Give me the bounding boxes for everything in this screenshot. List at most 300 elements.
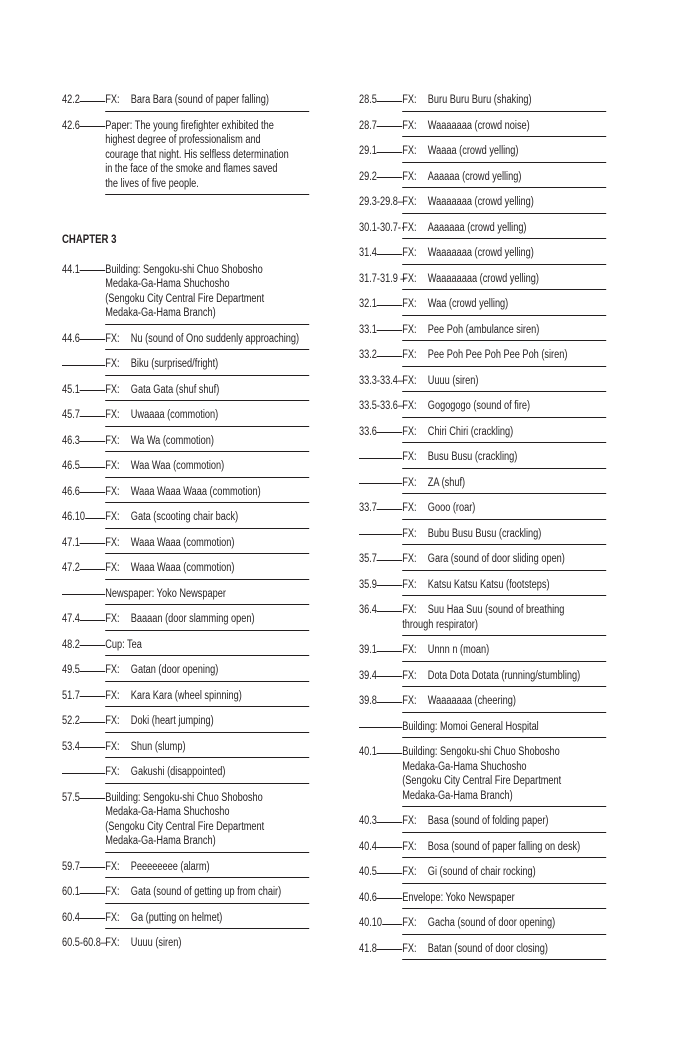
entry-text	[131, 612, 309, 627]
entry-text	[428, 814, 606, 829]
entry-label: FX:	[402, 866, 417, 878]
entry-number-text: 46.6	[62, 485, 80, 498]
entry-text	[428, 93, 606, 108]
entry-number-text: 32.1	[359, 298, 377, 310]
leader-line	[377, 822, 402, 823]
entry-body	[105, 911, 309, 930]
entry-text	[131, 434, 309, 449]
entry-label: FX:	[105, 715, 120, 727]
entry-number-text: 44.1	[62, 263, 80, 276]
entry-number	[62, 860, 105, 879]
leader-line	[80, 696, 105, 697]
entry-line: Newspaper: Yoko Newspaper	[105, 587, 226, 600]
entry-line: Waaaaaaa (crowd yelling)	[427, 196, 534, 208]
entry-text	[428, 170, 606, 185]
entry-body	[402, 669, 606, 688]
entry-body	[402, 323, 606, 342]
note-entry	[62, 911, 309, 930]
entry-body	[105, 860, 309, 879]
entry-body	[402, 527, 606, 546]
entry-body	[402, 246, 606, 265]
entry-body	[105, 791, 309, 853]
entry-body	[402, 425, 606, 444]
leader-line	[80, 441, 105, 442]
leader-line	[359, 727, 402, 728]
entry-number-text: 33.1	[359, 323, 377, 336]
entry-text	[105, 638, 309, 653]
entry-number	[62, 536, 105, 555]
entry-body	[105, 383, 309, 402]
entry-text	[131, 885, 309, 900]
entry-body	[402, 745, 606, 807]
entry-line: Doki (heart jumping)	[130, 715, 214, 727]
entry-text	[428, 916, 606, 931]
entry-number	[62, 263, 105, 325]
entry-body	[402, 374, 606, 393]
entry-line: Gakushi (disappointed)	[130, 766, 226, 778]
entry-number	[359, 297, 402, 316]
note-entry	[62, 638, 309, 657]
entry-label: FX:	[402, 578, 417, 591]
note-entry	[62, 714, 309, 733]
note-entry	[62, 408, 309, 427]
entry-text	[428, 865, 606, 880]
entry-number	[62, 408, 105, 427]
note-entry	[359, 694, 606, 713]
entry-number-text: 40.6	[359, 891, 377, 904]
note-entry	[62, 485, 309, 504]
entry-body	[105, 459, 309, 478]
note-entry	[62, 510, 309, 529]
entry-number-text: 28.7	[359, 119, 377, 132]
entry-line: courage that night. His selfless determination	[105, 148, 289, 161]
entry-number	[359, 246, 402, 265]
note-entry	[359, 399, 606, 418]
entry-number-text: 33.3-33.4–	[359, 374, 403, 387]
entry-number	[62, 485, 105, 504]
entry-label: FX:	[402, 400, 417, 412]
entry-number	[62, 587, 105, 606]
entry-label: FX:	[402, 272, 417, 285]
entry-label: FX:	[402, 425, 417, 438]
leader-line	[80, 722, 105, 723]
entry-line: Unnn n (moan)	[427, 644, 490, 656]
entry-line: Waaa Waaa Waaa (commotion)	[130, 485, 261, 498]
entry-body	[402, 865, 606, 884]
entry-body	[402, 501, 606, 520]
note-entry	[359, 170, 606, 189]
entry-number-text: 40.3	[359, 815, 377, 827]
entry-number	[62, 383, 105, 402]
entry-number	[359, 374, 402, 393]
entry-number-text: 40.10	[359, 917, 383, 929]
note-entry	[62, 587, 309, 606]
entry-text	[428, 527, 606, 542]
entry-number	[359, 814, 402, 833]
entry-line: Baaaan (door slamming open)	[130, 613, 255, 625]
entry-number-text: 41.8	[359, 942, 377, 955]
note-entry	[359, 93, 606, 112]
entry-label: FX:	[402, 196, 417, 208]
leader-line	[80, 798, 105, 799]
entry-line: Medaka-Ga-Hama Shuchosho	[402, 760, 527, 773]
leader-line	[80, 893, 105, 894]
entry-line: Aaaaaa (crowd yelling)	[427, 170, 522, 183]
entry-body	[105, 510, 309, 529]
entry-label: FX:	[105, 485, 120, 498]
note-entry	[359, 374, 606, 393]
entry-number-text: 48.2	[62, 638, 80, 651]
note-entry	[62, 93, 309, 112]
entry-number	[62, 638, 105, 657]
entry-label: FX:	[105, 536, 120, 549]
entry-body	[402, 643, 606, 662]
entry-body	[402, 93, 606, 112]
entry-text	[402, 745, 606, 803]
entry-line: ZA (shuf)	[427, 476, 466, 489]
entry-number	[359, 552, 402, 571]
entry-body	[402, 891, 606, 910]
entry-text	[131, 663, 309, 678]
leader-line	[359, 483, 402, 484]
leader-line	[377, 847, 402, 848]
note-entry	[359, 643, 606, 662]
entry-line: Bara Bara (sound of paper falling)	[130, 94, 269, 106]
note-entry	[359, 195, 606, 214]
entry-body	[402, 195, 606, 214]
entry-number	[359, 144, 402, 163]
note-entry	[359, 297, 606, 316]
entry-number	[359, 399, 402, 418]
entry-body	[402, 399, 606, 418]
leader-line	[80, 416, 105, 417]
entry-text	[131, 689, 309, 704]
entry-text	[105, 263, 309, 321]
entry-label: FX:	[105, 511, 120, 523]
entry-label: FX:	[402, 604, 417, 616]
entry-number	[62, 93, 105, 112]
entry-label: FX:	[105, 886, 120, 898]
entry-text	[428, 119, 606, 134]
entry-number	[359, 272, 406, 291]
note-entry	[359, 720, 606, 739]
entry-number-text: 47.4	[62, 613, 80, 625]
entry-text	[428, 578, 606, 593]
entry-label: FX:	[402, 917, 417, 929]
entry-number-text: 60.5-60.8–	[62, 937, 106, 949]
entry-number-text: 28.5	[359, 94, 377, 106]
note-entry	[62, 765, 309, 784]
leader-line	[62, 365, 105, 366]
entry-number-text: 33.6	[359, 425, 377, 438]
entry-number	[359, 476, 402, 495]
entry-text	[131, 332, 309, 347]
entry-body-wrap	[402, 603, 606, 636]
entry-label: FX:	[402, 349, 417, 361]
entry-number-text: 59.7	[62, 860, 80, 873]
entry-text	[428, 374, 606, 389]
entry-line: Paper: The young firefighter exhibited the	[105, 119, 274, 132]
entry-number	[359, 578, 402, 597]
entry-line: Gata (sound of getting up from chair)	[130, 886, 282, 898]
entry-number	[62, 936, 105, 955]
entry-line: Aaaaaaa (crowd yelling)	[427, 221, 527, 234]
entry-text	[428, 144, 606, 159]
entry-label: FX:	[105, 689, 120, 702]
leader-line	[377, 676, 402, 677]
entry-number-text: 42.2	[62, 94, 80, 106]
entry-number	[62, 911, 105, 930]
entry-text	[428, 552, 606, 567]
entry-number	[359, 669, 402, 688]
entry-label: FX:	[105, 664, 120, 676]
entry-number-text: 35.9	[359, 578, 377, 591]
note-entry	[62, 459, 309, 478]
note-entry	[62, 860, 309, 879]
note-entry	[359, 942, 606, 961]
entry-number	[62, 434, 105, 453]
leader-line	[377, 254, 402, 255]
entry-body	[402, 603, 606, 618]
leader-line	[80, 620, 105, 621]
entry-number-text: 31.4	[359, 247, 377, 259]
note-entry	[62, 663, 309, 682]
entry-line: Shun (slump)	[130, 740, 186, 753]
entry-label: FX:	[105, 409, 120, 421]
entry-body	[105, 263, 309, 325]
entry-text	[131, 93, 309, 108]
note-entry	[62, 536, 309, 555]
entry-label: FX:	[105, 94, 120, 106]
entry-body	[402, 221, 606, 240]
entry-label: FX:	[402, 553, 417, 565]
entry-line: Gacha (sound of door opening)	[427, 917, 556, 929]
note-entry	[359, 891, 606, 910]
note-entry	[62, 689, 309, 708]
entry-text	[428, 694, 606, 709]
entry-body	[105, 119, 309, 196]
entry-line: Waa Waa (commotion)	[130, 460, 225, 472]
entry-number-text: 42.6	[62, 119, 80, 132]
entry-body	[402, 119, 606, 138]
entry-line: Uuuu (siren)	[427, 374, 479, 387]
entry-number	[359, 865, 402, 884]
entry-text	[428, 246, 606, 261]
entry-label: FX:	[105, 740, 120, 753]
entry-text	[428, 348, 606, 363]
entry-text	[131, 765, 309, 780]
entry-number	[359, 840, 402, 859]
entry-number	[62, 510, 105, 529]
entry-line: Uwaaaa (commotion)	[130, 409, 219, 421]
note-entry	[62, 791, 309, 853]
entry-number	[359, 119, 402, 138]
leader-line	[62, 773, 105, 774]
entry-line: Biku (surprised/fright)	[130, 358, 219, 370]
entry-line: Medaka-Ga-Hama Branch)	[402, 789, 513, 802]
entry-line: Pee Poh Pee Poh Pee Poh (siren)	[427, 349, 568, 361]
leader-line	[377, 152, 402, 153]
entry-line: Waaaaaaa (crowd noise)	[427, 119, 530, 132]
entry-number	[359, 720, 402, 739]
entry-body	[402, 170, 606, 189]
entry-line: Katsu Katsu Katsu (footsteps)	[427, 578, 550, 591]
entry-line: Waaaaaaa (crowd yelling)	[427, 247, 534, 259]
leader-line	[377, 101, 402, 102]
entry-number-text: 33.2	[359, 349, 377, 361]
entry-label: FX:	[402, 669, 417, 682]
entry-body	[105, 408, 309, 427]
entry-text	[131, 459, 309, 474]
entry-text	[131, 860, 309, 875]
note-entry	[359, 865, 606, 884]
leader-line	[80, 747, 105, 748]
entry-line: Peeeeeeee (alarm)	[130, 860, 210, 873]
right-column	[359, 93, 606, 967]
leader-line	[80, 867, 105, 868]
entry-number-text: 36.4	[359, 604, 377, 616]
entry-body	[402, 840, 606, 859]
leader-line	[80, 645, 105, 646]
leader-line	[377, 509, 402, 510]
entry-number-text: 31.7-31.9 –	[359, 272, 406, 285]
entry-number	[359, 425, 402, 444]
entry-body	[105, 885, 309, 904]
leader-line	[382, 924, 402, 925]
note-entry	[359, 916, 606, 935]
entry-number	[62, 791, 105, 853]
entry-text	[131, 408, 309, 423]
entry-label: FX:	[402, 476, 417, 489]
entry-line: Buru Buru Buru (shaking)	[427, 94, 532, 106]
leader-line	[80, 467, 105, 468]
entry-label: FX:	[402, 119, 417, 132]
entry-number-text: 33.5-33.6–	[359, 400, 403, 412]
note-entry	[62, 936, 309, 955]
entry-number	[62, 740, 105, 759]
entry-number	[62, 689, 105, 708]
entry-line: Medaka-Ga-Hama Shuchosho	[105, 806, 230, 818]
entry-line: highest degree of professionalism and	[105, 134, 261, 146]
entry-line: in the face of the smoke and flames saved	[105, 163, 278, 175]
entry-number	[62, 714, 105, 733]
leader-line	[80, 918, 105, 919]
entry-line: Basa (sound of folding paper)	[427, 815, 549, 827]
entry-body	[105, 638, 309, 657]
entry-body	[402, 297, 606, 316]
note-entry	[62, 263, 309, 325]
entry-line: Waaa Waaa (commotion)	[130, 562, 235, 574]
note-entry	[62, 885, 309, 904]
note-entry	[359, 272, 606, 291]
leader-line	[80, 126, 105, 127]
leader-line	[377, 356, 402, 357]
leader-line	[377, 702, 402, 703]
entry-text	[428, 425, 606, 440]
note-entry	[359, 476, 606, 495]
entry-label: FX:	[402, 221, 417, 234]
entry-number	[359, 916, 402, 935]
note-entry	[359, 578, 606, 597]
entry-number	[359, 221, 405, 240]
entry-body	[402, 814, 606, 833]
note-entry	[62, 561, 309, 580]
entry-line: Medaka-Ga-Hama Branch)	[105, 835, 216, 847]
leader-line	[85, 518, 105, 519]
entry-label: FX:	[105, 460, 120, 472]
entry-number	[359, 527, 402, 546]
entry-body	[402, 144, 606, 163]
entry-body	[105, 536, 309, 555]
entry-number-text: 35.7	[359, 553, 377, 565]
entry-number-text: 39.8	[359, 695, 377, 707]
note-entry	[359, 501, 606, 520]
note-entry	[62, 332, 309, 351]
entry-line: Gogogogo (sound of fire)	[427, 400, 531, 412]
entry-line: Ga (putting on helmet)	[130, 911, 223, 924]
entry-number-text: 45.1	[62, 383, 80, 396]
entry-line: Building: Sengoku-shi Chuo Shobosho	[402, 746, 560, 758]
note-entry	[359, 669, 606, 688]
leader-line	[80, 390, 105, 391]
note-entry	[359, 425, 606, 444]
entry-number	[62, 357, 105, 376]
entry-number-text: 39.1	[359, 644, 377, 656]
entry-body	[402, 272, 606, 291]
entry-number-text: 29.2	[359, 170, 377, 183]
entry-line: Dota Dota Dotata (running/stumbling)	[427, 669, 581, 682]
entry-label: FX:	[105, 766, 120, 778]
entry-line: Wa Wa (commotion)	[130, 434, 214, 447]
entry-body	[105, 612, 309, 631]
leader-line	[377, 126, 402, 127]
entry-label: FX:	[402, 815, 417, 827]
entry-number-text: 40.5	[359, 866, 377, 878]
entry-number	[62, 765, 105, 784]
entry-line: Bubu Busu Busu (crackling)	[427, 527, 542, 540]
entry-number	[359, 501, 402, 520]
entry-number	[359, 694, 402, 713]
leader-line	[80, 492, 105, 493]
entry-label: FX:	[105, 937, 120, 949]
leader-line	[80, 339, 105, 340]
entry-text	[131, 383, 309, 398]
entry-label: FX:	[402, 695, 417, 707]
entry-number-text: 33.7	[359, 502, 377, 514]
leader-line	[62, 594, 105, 595]
entry-number-text: 47.1	[62, 536, 80, 549]
leader-line	[80, 101, 105, 102]
note-entry	[359, 745, 606, 807]
entry-line: Building: Sengoku-shi Chuo Shobosho	[105, 263, 263, 276]
entry-body	[105, 936, 309, 955]
entry-label: FX:	[402, 323, 417, 336]
entry-text	[131, 740, 309, 755]
entry-text	[131, 936, 309, 951]
entry-number	[359, 170, 402, 189]
entry-number-text: 47.2	[62, 562, 80, 574]
entry-number	[62, 663, 105, 682]
entry-label: FX:	[105, 860, 120, 873]
entry-line: Waaa Waaa (commotion)	[130, 536, 235, 549]
entry-text	[131, 714, 309, 729]
leader-line	[377, 949, 402, 950]
leader-line	[377, 585, 402, 586]
entry-line: Building: Sengoku-shi Chuo Shobosho	[105, 791, 263, 804]
leader-line	[80, 270, 105, 271]
entry-body	[402, 942, 606, 961]
leader-line	[377, 305, 402, 306]
